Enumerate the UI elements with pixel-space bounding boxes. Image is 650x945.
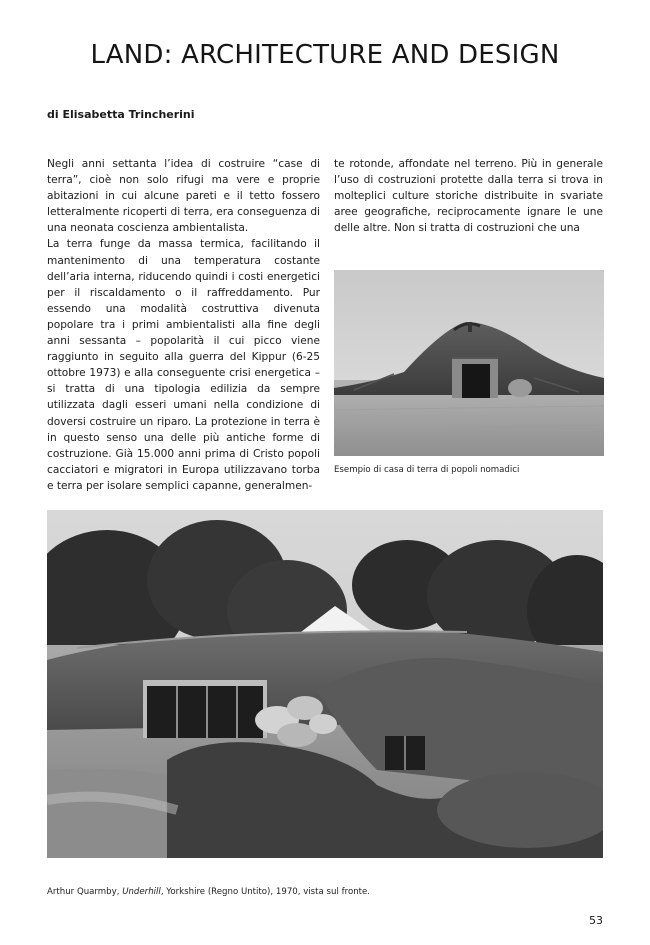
caption-architect: Arthur Quarmby,: [47, 887, 123, 897]
photo-caption-underhill: [47, 887, 370, 897]
paragraph: te rotonde, affondate nel terreno. Più in generale l’uso di costruzioni protette dalla terra si trova in molteplici culture storiche distribuite in svariate aree geografiche, reciprocamente ignare le une delle altre. Non si tratta di costruzioni che una: [334, 158, 603, 235]
paragraph: La terra funge da massa termica, facilitando il mantenimento di una temperatura costante dell’aria interna, riducendo quindi i costi energetici per il riscaldamento o il raffreddamento. Pur essendo una modalità costruttiva divenuta popolare tra i primi ambientalisti alla fine degli anni sessanta – popolarità il cui picco viene raggiunto in seguito alla guerra del Kippur (6-25 ottobre 1973) e alla conseguente crisi energetica – si tratta di una tipologia edilizia da sempre utilizzata dagli esseri umani nella condizione di doversi costruire un riparo. La protezione in terra è in questo senso una delle più antiche forme di costruzione. Già 15.000 anni prima di Cristo popoli cacciatori e migratori in Europa utilizzavano torba e terra per isolare semplici capanne, generalmen-: [47, 238, 320, 492]
text-column-right: [334, 156, 603, 236]
caption-details: , Yorkshire (Regno Untito), 1970, vista sul fronte.: [160, 887, 371, 897]
underhill-house-photo: [47, 510, 603, 858]
paragraph: Negli anni settanta l’idea di costruire “case di terra”, cioè non solo rifugi ma vere e proprie abitazioni in cui alcune pareti e il tetto fossero letteralmente ricoperti di terra, era conseguenza di una neonata coscienza ambientalista.: [47, 158, 320, 235]
text-column-left: [47, 156, 320, 494]
author-byline: di Elisabetta Trincherini: [47, 108, 195, 121]
earth-house-photo: [334, 270, 604, 456]
article-title: LAND: ARCHITECTURE AND DESIGN: [90, 40, 560, 70]
photo-caption: Esempio di casa di terra di popoli nomadici: [334, 465, 520, 475]
caption-work-title: Underhill: [122, 887, 161, 897]
page-number: 53: [589, 914, 603, 927]
